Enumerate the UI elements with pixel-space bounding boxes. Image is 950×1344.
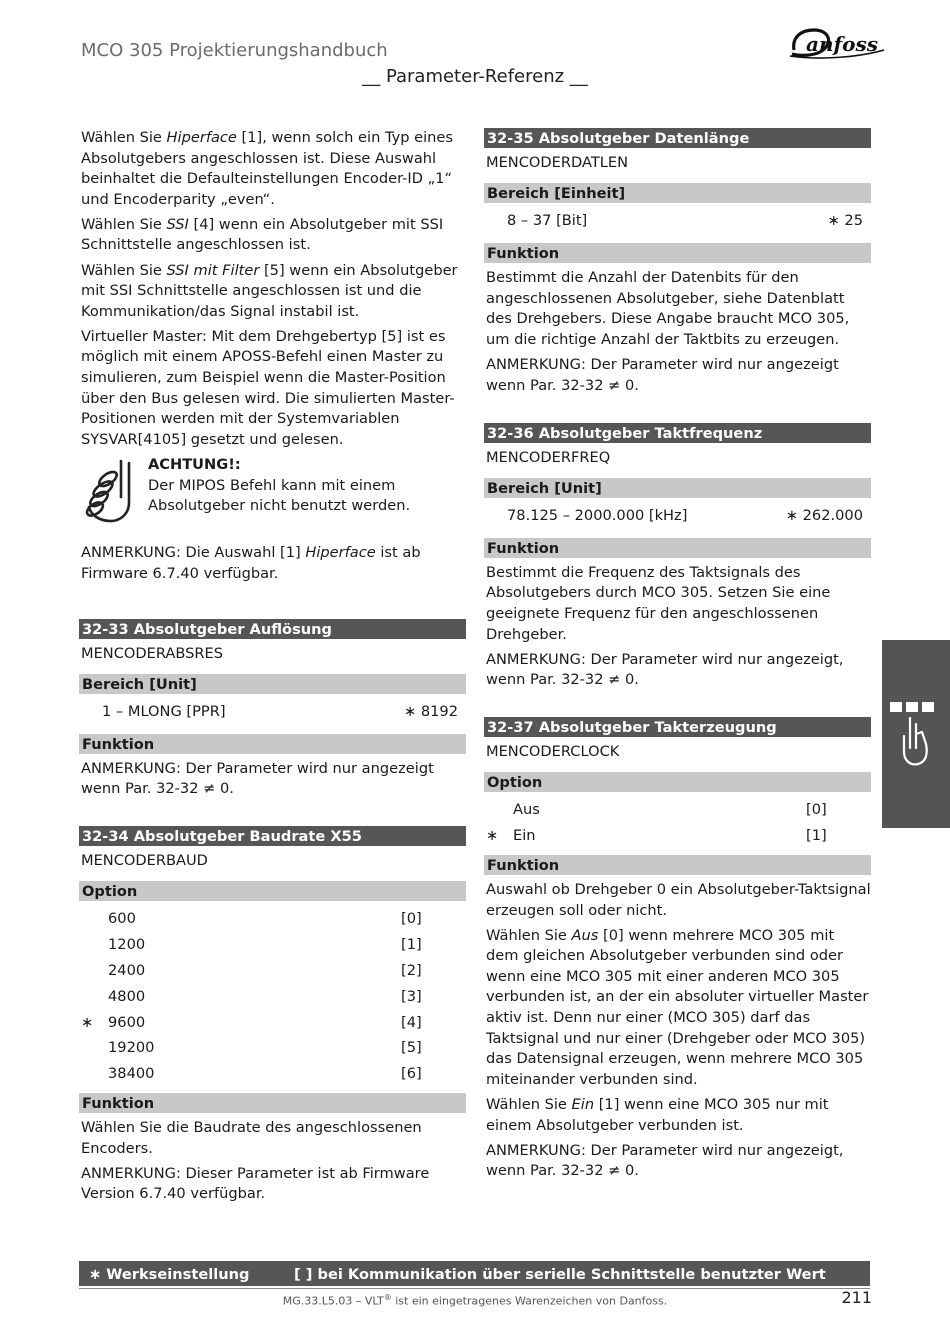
option-row: ∗ Ein [1] xyxy=(486,827,827,845)
parameter-title: 32-35 Absolutgeber Datenlänge xyxy=(484,128,871,148)
parameter-32-33 xyxy=(79,619,466,800)
function-text: Auswahl ob Drehgeber 0 ein Absolutgeber-Taktsignal erzeugen soll oder nicht. xyxy=(486,881,871,919)
parameter-title: 32-33 Absolutgeber Auflösung xyxy=(79,619,466,639)
function-text: ANMERKUNG: Dieser Parameter ist ab Firmware Version 6.7.40 verfügbar. xyxy=(81,1164,430,1203)
chapter-side-tab xyxy=(882,640,950,828)
function-text: ANMERKUNG: Der Parameter wird nur angezeigt wenn Par. 32-32 ≠ 0. xyxy=(486,355,839,394)
paragraph: Wählen Sie SSI [4] wenn ein Absolutgeber mit SSI Schnittstelle angeschlossen ist. xyxy=(81,215,444,254)
option-row: 19200 [5] xyxy=(108,1039,422,1057)
hand-pointing-icon xyxy=(882,640,950,828)
range-value: 8 – 37 [Bit] xyxy=(507,212,588,230)
page-number: 211 xyxy=(841,1288,872,1307)
footer-legend-bar xyxy=(79,1261,870,1286)
function-text: Bestimmt die Anzahl der Datenbits für den angeschlossenen Absolutgeber, siehe Datenblatt des Drehgebers. Diese Angabe braucht MCO 305, um die richtige Anzahl der Taktbits zu erzeugen. xyxy=(486,269,850,348)
option-row: Aus [0] xyxy=(513,801,827,819)
svg-text:anfoss: anfoss xyxy=(806,32,878,56)
option-row: 4800 [3] xyxy=(108,987,422,1005)
range-row xyxy=(79,699,466,725)
parameter-32-37 xyxy=(484,717,871,1182)
default-value: ∗ 262.000 xyxy=(785,506,863,524)
range-header: Bereich [Unit] xyxy=(79,674,466,694)
document-title: MCO 305 Projektierungshandbuch xyxy=(81,40,388,61)
function-text: ANMERKUNG: Der Parameter wird nur angezeigt wenn Par. 32-32 ≠ 0. xyxy=(81,759,434,798)
paragraph: ANMERKUNG: Die Auswahl [1] Hiperface ist ab Firmware 6.7.40 verfügbar. xyxy=(81,543,421,582)
function-text: Wählen Sie die Baudrate des angeschlossenen Encoders. xyxy=(81,1119,422,1157)
parameter-code: MENCODERDATLEN xyxy=(486,154,629,171)
parameter-code: MENCODERCLOCK xyxy=(486,743,620,761)
default-legend: ∗ Werkseinstellung xyxy=(89,1266,250,1283)
function-header: Funktion xyxy=(484,855,871,875)
parameter-title: 32-36 Absolutgeber Taktfrequenz xyxy=(484,423,871,443)
parameter-32-36 xyxy=(484,423,871,691)
default-value: ∗ 8192 xyxy=(403,702,458,720)
range-row xyxy=(484,503,871,529)
danfoss-logo xyxy=(786,24,888,62)
section-subtitle: __ Parameter-Referenz __ xyxy=(362,66,588,87)
parameter-title: 32-37 Absolutgeber Takterzeugung xyxy=(484,717,871,737)
parameter-code: MENCODERBAUD xyxy=(81,852,208,870)
function-header: Funktion xyxy=(79,1093,466,1113)
parameter-32-34 xyxy=(79,826,466,1205)
warning-text: Der MIPOS Befehl kann mit einem Absolutgeber nicht benutzt werden. xyxy=(148,476,411,515)
option-row: 600 [0] xyxy=(108,910,422,928)
option-row: 2400 [2] xyxy=(108,962,422,980)
range-row xyxy=(484,208,871,234)
paragraph: Wählen Sie SSI mit Filter [5] wenn ein Absolutgeber mit SSI Schnittstelle angeschlossen ist und die Kommunikation/das Signal instabil ist. xyxy=(81,261,458,320)
function-text: Wählen Sie Aus [0] wenn mehrere MCO 305 mit dem gleichen Absolutgeber verbunden sind oder wenn eine MCO 305 mit einer anderen MCO 305 verbunden ist, an der ein absoluter virtueller Master aktiv ist. Denn nur einer (MCO 305) darf das Taktsignal und nur einer (Drehgeber oder MCO 305) das Datensignal erzeugen, wenn mehrere MCO 305 miteinander verbunden sind. xyxy=(486,926,869,1088)
footer-doc-reference: MG.33.L5.03 – VLT® ist ein eingetragenes Warenzeichen von Danfoss. xyxy=(282,1293,668,1308)
option-row: 1200 [1] xyxy=(108,936,422,954)
range-header: Bereich [Einheit] xyxy=(484,183,871,203)
function-header: Funktion xyxy=(79,734,466,754)
default-value: ∗ 25 xyxy=(827,212,863,230)
footer-divider xyxy=(79,1288,870,1289)
bracket-legend: [ ] bei Kommunikation über serielle Schnittstelle benutzter Wert xyxy=(294,1266,826,1283)
warning-box xyxy=(81,455,466,519)
function-text: ANMERKUNG: Der Parameter wird nur angezeigt, wenn Par. 32-32 ≠ 0. xyxy=(486,650,844,689)
function-text: Bestimmt die Frequenz des Taktsignals des Absolutgebers durch MCO 305. Setzen Sie eine geeignete Frequenz für den angeschlossenen Drehgeber. xyxy=(486,563,831,643)
option-header: Option xyxy=(79,881,466,901)
range-header: Bereich [Unit] xyxy=(484,478,871,498)
parameter-title: 32-34 Absolutgeber Baudrate X55 xyxy=(79,826,466,846)
warning-title: ACHTUNG!: xyxy=(148,455,241,473)
function-header: Funktion xyxy=(484,538,871,558)
parameter-32-35 xyxy=(484,128,871,396)
function-text: ANMERKUNG: Der Parameter wird nur angezeigt, wenn Par. 32-32 ≠ 0. xyxy=(486,1141,844,1180)
function-header: Funktion xyxy=(484,243,871,263)
paragraph: Virtueller Master: Mit dem Drehgebertyp [5] ist es möglich mit einem APOSS-Befehl einen Master zu simulieren, zum Beispiel wenn die Master-Position über den Bus gelesen wird. Die simulierten Master-Positionen werden mit der Systemvariablen SYSVAR[4105] gesetzt und gelesen. xyxy=(81,327,455,448)
parameter-code: MENCODERFREQ xyxy=(486,448,611,466)
option-row: 38400 [6] xyxy=(108,1065,422,1083)
parameter-code: MENCODERABSRES xyxy=(81,644,224,662)
option-list xyxy=(79,906,466,1087)
right-column xyxy=(484,128,871,1186)
option-row: ∗ 9600 [4] xyxy=(81,1013,422,1031)
range-value: 78.125 – 2000.000 [kHz] xyxy=(507,506,688,524)
paragraph: Wählen Sie Hiperface [1], wenn solch ein Typ eines Absolutgebers angeschlossen ist. Diese Auswahl beinhaltet die Defaulteinstellungen Encoder-ID „1“ und Encoderparity „even“. xyxy=(81,129,454,208)
left-column xyxy=(79,128,466,1209)
option-header: Option xyxy=(484,772,871,792)
range-value: 1 – MLONG [PPR] xyxy=(102,702,226,720)
option-list xyxy=(484,797,871,849)
hand-warning-icon xyxy=(81,457,135,525)
function-text: Wählen Sie Ein [1] wenn eine MCO 305 nur mit einem Absolutgeber verbunden ist. xyxy=(486,1095,829,1134)
